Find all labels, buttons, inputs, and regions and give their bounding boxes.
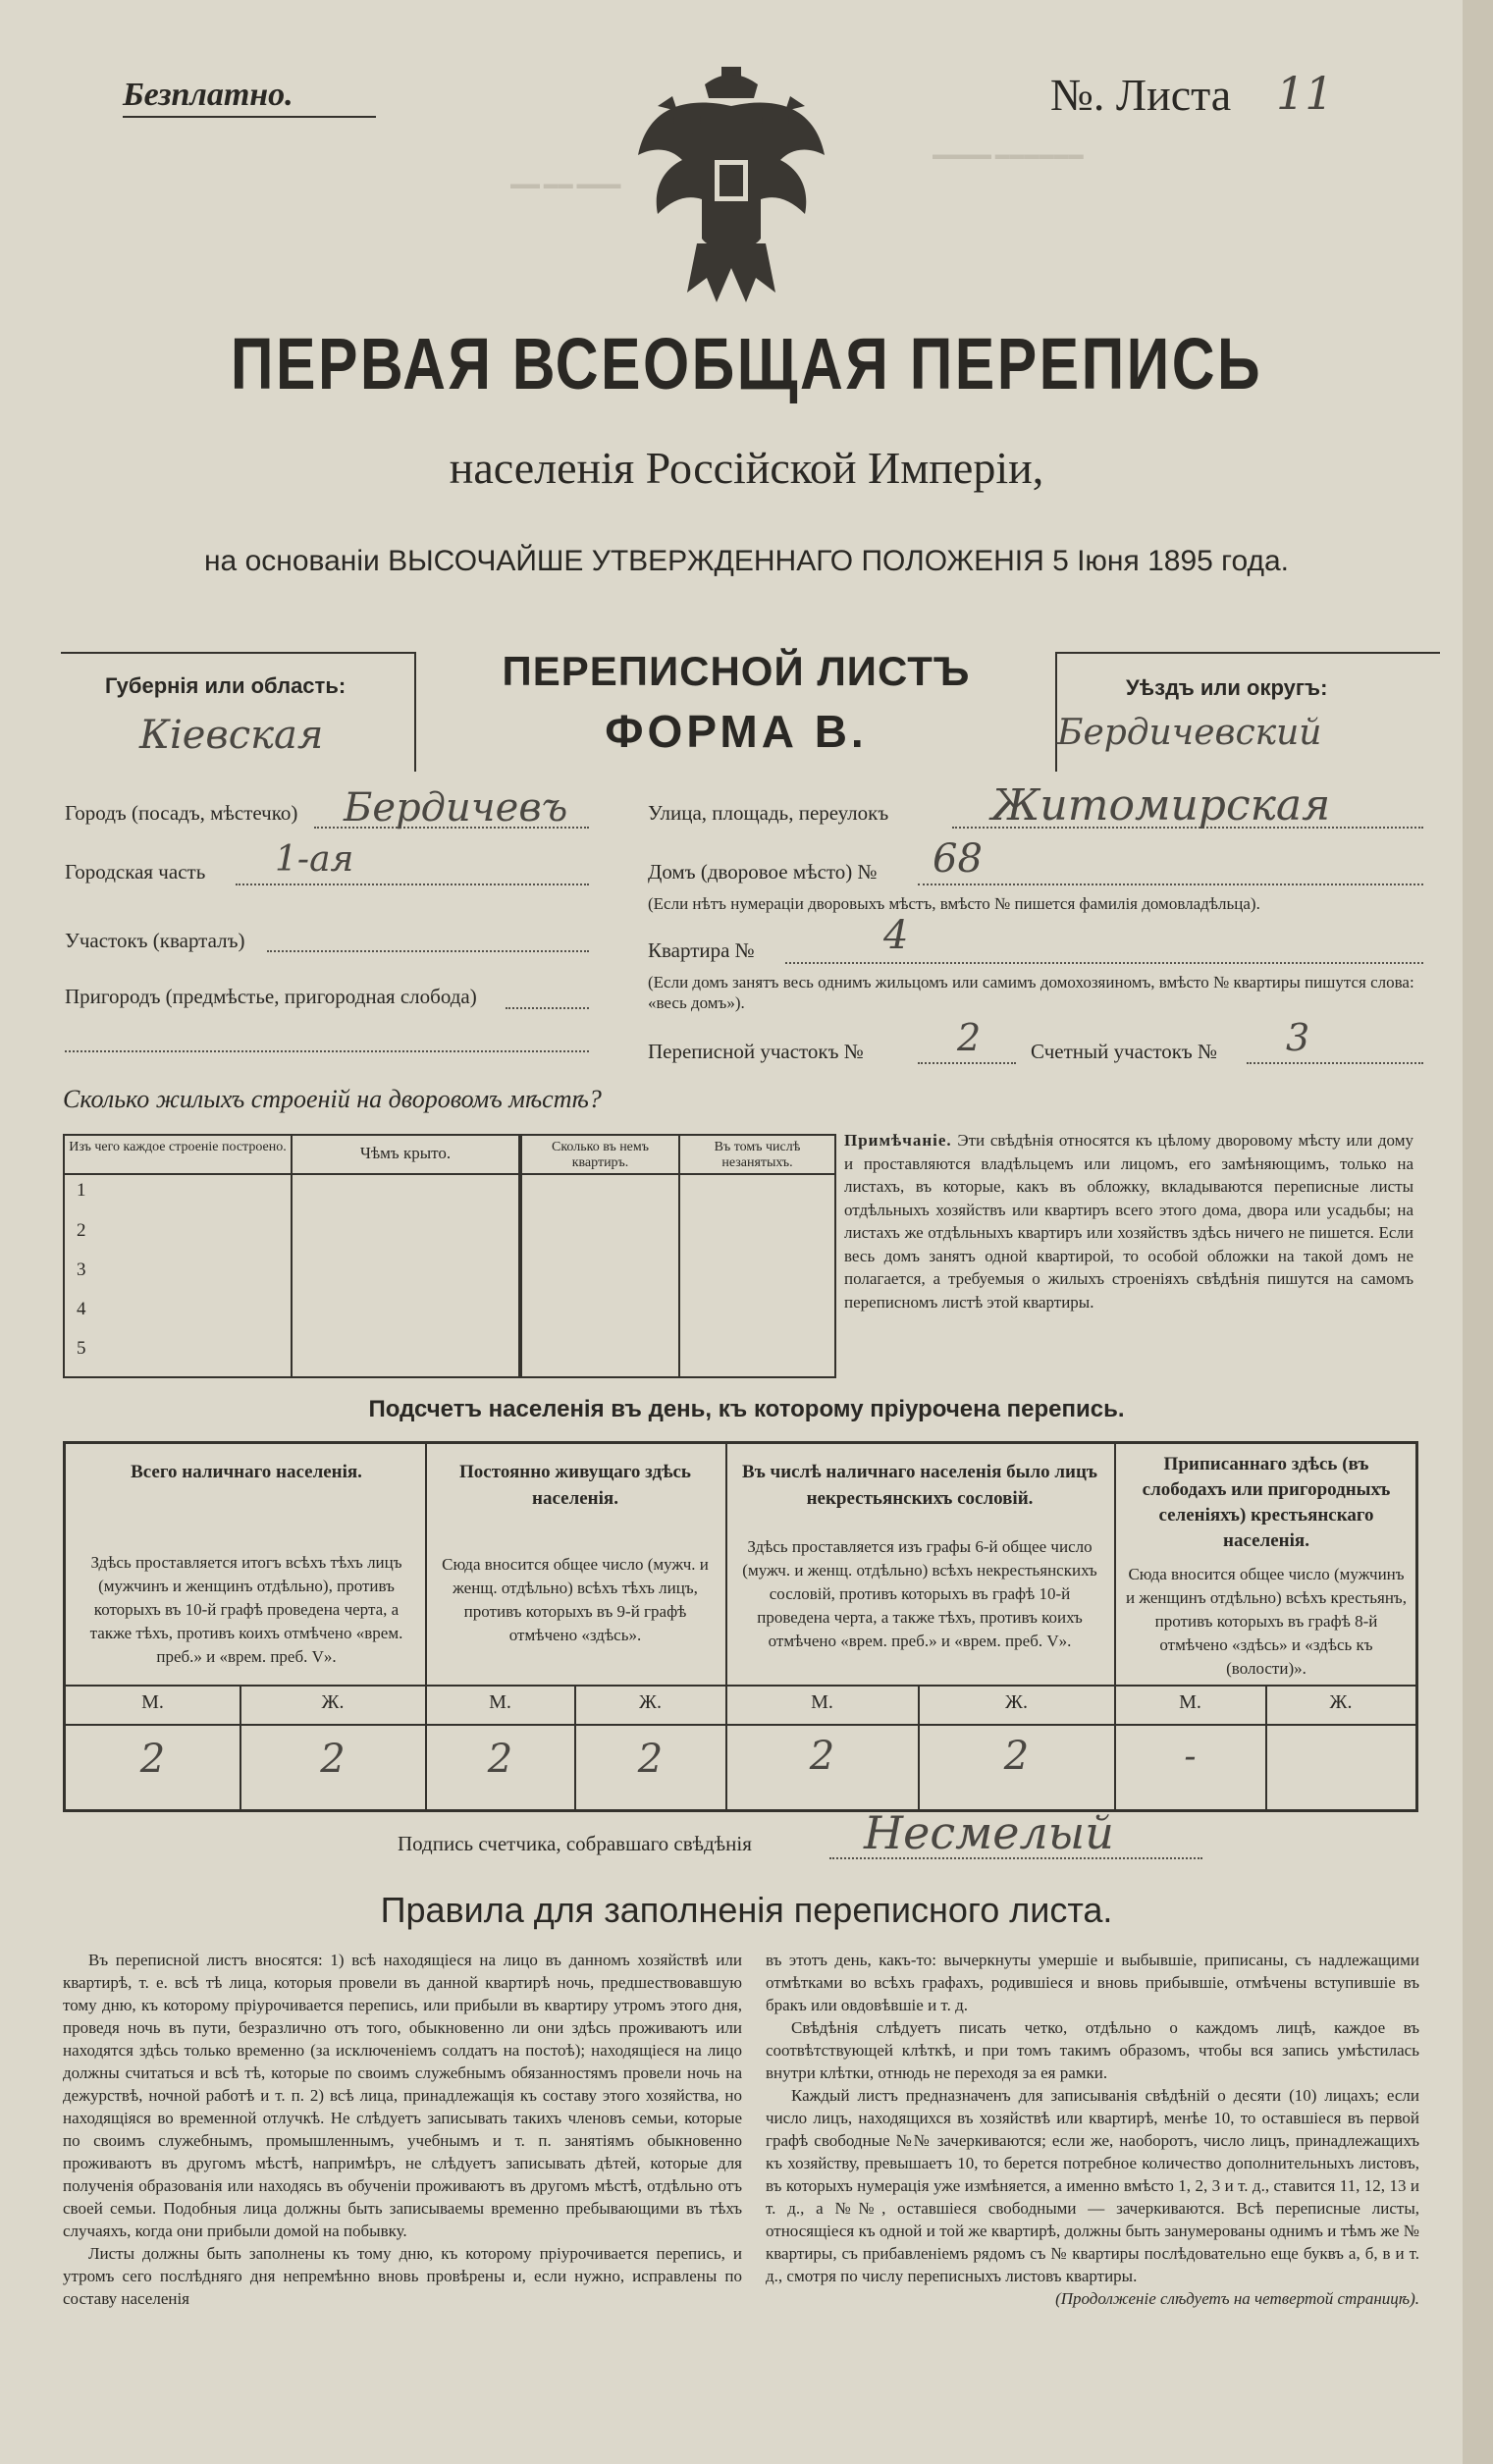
male-label: М. [141,1691,164,1713]
rules-paragraph: Въ переписной листъ вносятся: 1) всѣ находящіеся на лицо въ данномъ хозяйствѣ или квартирѣ, т. е. всѣ тѣ лица, которыя провели въ данной квартирѣ ночь, предшествовавшую тому дню, къ которому пріурочивается перепись, или прибыли въ квартиру утромъ этого дня, проведя ночь въ пути, безразлично отъ того, обыкновенно ли они здѣсь проживаютъ или находятся здѣсь только временно (за исключеніемъ солдатъ на постоѣ); находящіеся на лицо должны считаться и всѣ тѣ, которые по своимъ служебнымъ обязанностямъ провели ночь на дежурствѣ, ночной работѣ и т. п. 2) всѣ лица, принадлежащія къ составу этого хозяйства, но находящіяся во временной отлучкѣ. Не слѣдуетъ записывать такихъ членовъ семьи, которые по своимъ служебнымъ, промышленнымъ, учебнымъ и т. п. занятіямъ обыкновенно проживаютъ въ другомъ мѣстѣ, напримѣръ, не слѣдуетъ записывать дѣтей, которые для полученія образованія или находясь въ обученіи проживаютъ въ другомъ мѣстѣ, отдѣльно отъ своей семьи. Подобныя лица должны быть записываемы временно пребывающими въ тѣхъ случаяхъ, когда они прибыли домой на побывку. [63,1951,742,2240]
count-area-label: Счетный участокъ № [1031,1040,1218,1063]
population-permanent-female[interactable]: 2 [637,1737,664,1782]
rules-paragraph: Листы должны быть заполнены къ тому дню, къ которому пріурочивается перепись, и утромъ сего послѣдняго дня непремѣнно вновь провѣрены и, если нужно, исправлены по составу населенія [63,2244,742,2308]
population-col-permanent [439,1459,712,1647]
rules-paragraph: Каждый листъ предназначенъ для записыванія свѣдѣній о десяти (10) лицахъ; если число лицъ, находящихся въ хозяйствѣ или квартирѣ, менѣе 10, то оставшіеся въ первой графѣ свободные №№ зачеркиваются; если же, наоборотъ, число лицъ, принадлежащихъ къ хозяйству, превышаетъ 10, то берется потребное количество дополнительныхъ листовъ, въ которыхъ нумерація уже измѣняется, а именно вмѣсто 1, 2, 3 и т. д., ставится 11, 12, 13 и т. д., а №№, оставшіеся свободными — зачеркиваются. Всѣ переписные листы, относящіеся къ одной и той же квартирѣ, должны быть занумерованы однимъ и тѣмъ же № квартиры, съ прибавленіемъ рядомъ съ № квартиры послѣдовательно еще буквъ а, б, в и т. д., смотря по числу переписныхъ листовъ квартиры. [766,2086,1419,2285]
buildings-header-vacant: Въ томъ числѣ незанятыхъ. [714,1140,801,1170]
province-box [61,652,416,772]
bleed-through-text: ▬▬▬▬ ▬▬▬▬▬▬ [933,147,1084,163]
apartment-label: Квартира № [648,938,755,962]
buildings-note-title: Примѣчаніе. [844,1131,952,1150]
suburb-label: Пригородъ (предмѣстье, пригородная слобода) [65,985,477,1008]
population-col-text: Здѣсь проставляется изъ графы 6-й общее число (мужч. и женщ. отдѣльно) всѣхъ некрестьянскихъ сословій, противъ которыхъ въ графѣ 10-й проведена черта, а также тѣхъ, противъ коихъ отмѣчено «врем. преб.» и «врем. преб. V». [742,1537,1097,1650]
female-label: Ж. [639,1691,662,1713]
house-value[interactable]: 68 [933,836,983,882]
rules-title: Правила для заполненія переписного листа. [380,1890,1113,1930]
buildings-note [844,1129,1413,1313]
sheet-title: ПЕРЕПИСНОЙ ЛИСТЪ [502,648,971,694]
sheet-no-label: №. Листа [1050,70,1232,120]
population-col-head: Постоянно живущаго здѣсь населенія. [459,1462,691,1509]
buildings-header-apartments: Сколько въ немъ квартиръ. [551,1140,649,1170]
city-part-label: Городская часть [65,860,206,884]
signature-label: Подпись счетчика, собравшаго свѣдѣнія [398,1832,752,1855]
population-col-head: Приписаннаго здѣсь (въ слободахъ или пригородныхъ селеніяхъ) крестьянскаго населенія. [1142,1454,1391,1551]
precinct-label: Участокъ (кварталъ) [65,929,245,952]
street-value[interactable]: Житомирская [991,780,1331,830]
buildings-row-number: 3 [77,1259,86,1280]
population-total-female[interactable]: 2 [320,1737,346,1782]
buildings-header-roof: Чѣмъ крыто. [359,1144,452,1162]
buildings-question: Сколько жилыхъ строеній на дворовомъ мѣстѣ? [63,1085,602,1113]
female-label: Ж. [1005,1691,1028,1713]
male-label: М. [1179,1691,1201,1713]
city-part-value[interactable]: 1-ая [275,839,354,880]
rules-right-column [766,1949,1419,2310]
count-area-value[interactable]: 3 [1286,1016,1310,1059]
house-label: Домъ (дворовое мѣсто) № [648,860,878,884]
province-label: Губернія или область: [105,673,347,698]
population-non-peasant-male[interactable]: 2 [809,1734,835,1779]
buildings-row-number: 1 [77,1180,86,1201]
population-col-text: Здѣсь проставляется итогъ всѣхъ тѣхъ лицъ (мужчинъ и женщинъ отдѣльно), противъ которыхъ въ 10-й графѣ проведена черта, а также тѣхъ, противъ коихъ отмѣчено «врем. преб.» и «врем. преб. V». [89,1553,403,1666]
buildings-row-number: 2 [77,1220,86,1241]
district-label: Уѣздъ или округъ: [1126,675,1328,700]
city-label: Городъ (посадъ, мѣстечко) [65,801,298,825]
apartment-value[interactable]: 4 [883,913,909,958]
form-label: ФОРМА В. [605,706,868,757]
buildings-table [63,1134,836,1378]
street-label: Улица, площадь, переулокъ [648,801,889,825]
population-col-head: Всего наличнаго населенія. [131,1462,362,1482]
sheet-no-value[interactable]: 11 [1276,67,1334,120]
buildings-header-material: Изъ чего каждое строеніе построено. [69,1140,287,1154]
free-label: Безплатно. [123,77,293,113]
province-value[interactable]: Кiевская [139,713,324,758]
district-box [1055,652,1440,772]
female-label: Ж. [1329,1691,1353,1713]
city-value[interactable]: Бердичевъ [344,785,568,830]
double-headed-eagle-emblem [628,67,834,312]
population-col-non-peasant [737,1459,1102,1653]
male-label: М. [811,1691,833,1713]
population-col-text: Сюда вносится общее число (мужч. и женщ. отдѣльно) всѣхъ тѣхъ лицъ, противъ которыхъ въ 9-й графѣ отмѣчено «здѣсь». [442,1555,709,1644]
apartment-note: (Если домъ занятъ весь однимъ жильцомъ или самимъ домохозяиномъ, вмѣсто № квартиры пишутся слова: «весь домъ»). [648,973,1414,1012]
population-total-male[interactable]: 2 [139,1737,166,1782]
district-value[interactable]: Бердичевский [1057,713,1322,753]
page-subtitle: населенія Россійской Имперіи, [449,443,1044,493]
population-col-peasant [1124,1452,1409,1681]
buildings-row-number: 4 [77,1299,86,1319]
population-table [63,1441,1418,1812]
paper-edge [1463,0,1493,2464]
rules-paragraph: Свѣдѣнія слѣдуетъ писать четко, отдѣльно о каждомъ лицѣ, каждое въ соотвѣтствующей клѣткѣ, и при томъ такимъ образомъ, чтобы вся запись умѣстилась внутри клѣтки, отнюдь не переходя за ея рамки. [766,2018,1419,2082]
legal-basis: на основаніи ВЫСОЧАЙШЕ УТВЕРЖДЕННАГО ПОЛОЖЕНІЯ 5 Іюня 1895 года. [203,545,1289,577]
census-area-value[interactable]: 2 [957,1016,982,1059]
population-col-total [80,1459,413,1669]
population-peasant-male[interactable]: - [1184,1737,1197,1777]
signature-value[interactable]: Несмелый [864,1806,1114,1859]
buildings-note-text: Эти свѣдѣнія относятся къ цѣлому дворовому мѣсту или дому и проставляются владѣльцемъ или лицомъ, его замѣняющимъ, только на листахъ, въ которые, какъ въ обложку, вкладываются переписные листы отдѣльныхъ хозяйствъ или квартиръ всего этого дома, двора или усадьбы; на листахъ же отдѣльныхъ квартиръ или хозяйствъ здѣсь ничего не пишется. Если весь домъ занятъ одной квартирой, то особой обложки на такой домъ не полагается, а требуемыя о жилыхъ строеніяхъ свѣдѣнія пишутся на самомъ переписномъ листѣ этой квартиры. [844,1131,1413,1312]
male-label: М. [489,1691,511,1713]
population-title: Подсчетъ населенія въ день, къ которому пріурочена перепись. [368,1396,1125,1422]
population-col-text: Сюда вносится общее число (мужчинъ и женщинъ отдѣльно) всѣхъ крестьянъ, противъ которыхъ въ графѣ 8-й отмѣчено «здѣсь» и «здѣсь къ (волости)». [1126,1565,1407,1678]
population-permanent-male[interactable]: 2 [487,1737,513,1782]
population-non-peasant-female[interactable]: 2 [1003,1734,1030,1779]
female-label: Ж. [321,1691,345,1713]
census-area-label: Переписной участокъ № [648,1040,864,1063]
house-note: (Если нѣтъ нумераціи дворовыхъ мѣстъ, вмѣсто № пишется фамилія домовладѣльца). [648,894,1260,913]
rules-left-column [63,1949,742,2310]
rules-paragraph: въ этотъ день, какъ-то: вычеркнуты умершіе и выбывшіе, приписаны, съ надлежащими отмѣтками во всѣхъ графахъ, родившіеся и вновь прибывшіе, отмѣчены вступившіе въ бракъ или овдовѣвшіе и т. д. [766,1951,1419,2014]
rules-continued: (Продолженіе слѣдуетъ на четвертой страницѣ). [1055,2289,1419,2308]
page-title: ПЕРВАЯ ВСЕОБЩАЯ ПЕРЕПИСЬ [230,323,1263,404]
buildings-row-number: 5 [77,1338,86,1359]
population-col-head: Въ числѣ наличнаго населенія было лицъ некрестьянскихъ сословій. [742,1462,1097,1509]
bleed-through-text: ▬▬ ▬▬ ▬▬▬ [510,177,621,192]
